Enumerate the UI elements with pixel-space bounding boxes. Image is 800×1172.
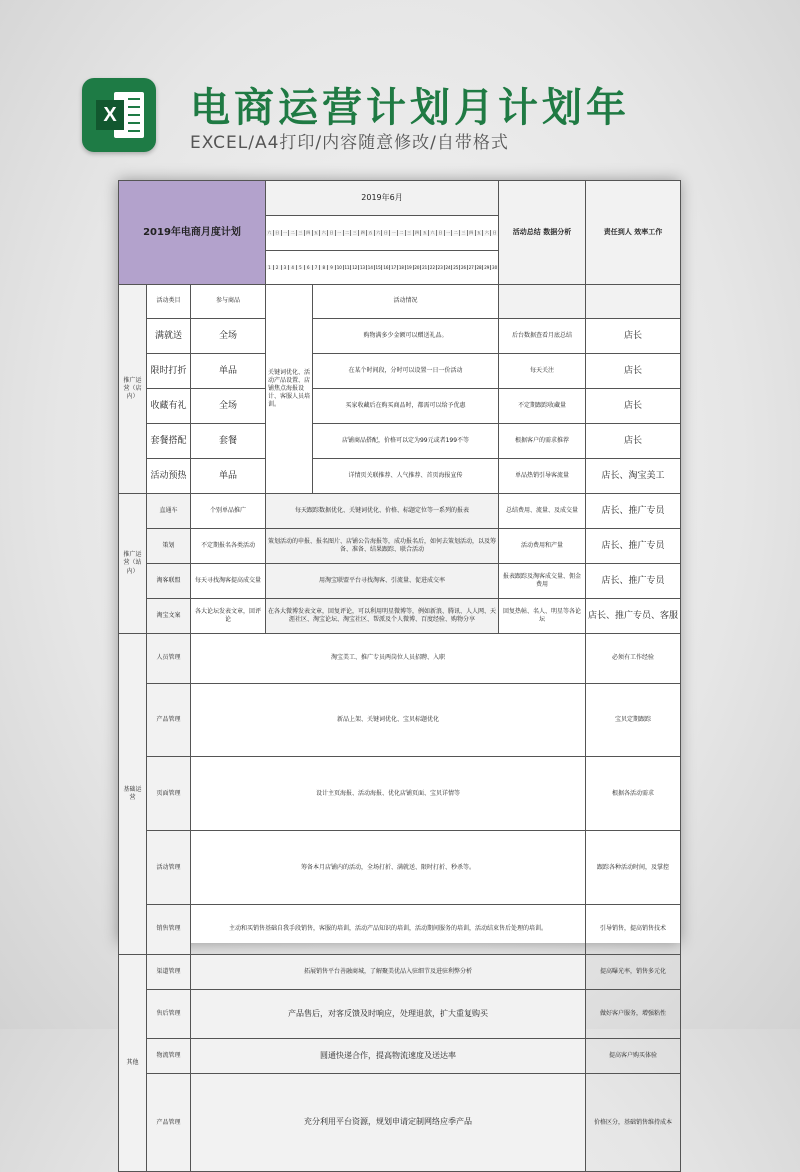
activity-summary: 活动费用和产量 [499, 529, 586, 564]
activity-summary: 必须有工作经验 [586, 634, 681, 684]
date-cell: 25 [453, 264, 459, 270]
activity-summary: 根据各活动需求 [586, 757, 681, 831]
date-cell: 29 [484, 264, 490, 270]
weekday-cell: 三 [406, 230, 414, 235]
activity-summary: 价格区分，基础销售维持成本 [586, 1074, 681, 1172]
weekday-cell: 六 [266, 230, 274, 235]
weekday-cell: 六 [429, 230, 437, 235]
date-cell: 16 [383, 264, 389, 270]
table-row [119, 285, 681, 319]
table-row [119, 634, 681, 684]
plan-table [118, 180, 681, 1172]
merged-note: 关键词优化、活动产品设置、店铺焦点海报设计、客服人员培训。 [266, 285, 313, 494]
date-cell: 2 [274, 265, 282, 270]
activity-desc: 筹备本月店铺内的活动，全场打折、满就送、限时打折、秒杀等。 [191, 831, 586, 905]
activity-desc: 圆通快递合作，提高物流速度及送达率 [191, 1039, 586, 1074]
activity-goods: 单品 [191, 354, 266, 389]
weekday-cell: 一 [282, 230, 290, 235]
table-row [119, 1039, 681, 1074]
activity-desc: 拓展销售平台善融商城，了解聚美优品入驻细节及进驻利弊分析 [191, 954, 586, 989]
owner-header: 责任到人 效率工作 [586, 181, 681, 285]
date-cell: 21 [422, 264, 428, 270]
activity-type: 限时打折 [147, 354, 191, 389]
weekday-cell: 一 [445, 230, 453, 235]
activity-type: 淘客联盟 [147, 564, 191, 599]
activity-type: 淘宝文案 [147, 599, 191, 634]
activity-owner: 店长、推广专员 [586, 494, 681, 529]
activity-owner: 店长、推广专员 [586, 529, 681, 564]
activity-type: 售后管理 [147, 989, 191, 1039]
weekday-cell: 五 [476, 230, 484, 235]
date-cell: 14 [367, 264, 373, 270]
table-row [119, 831, 681, 905]
activity-desc: 在各大微博发表文章，回复评论，可以利用明星微博等，例如新浪、腾讯、人人网、天涯社区、淘宝论坛、淘宝社区、帮派及个人微博、百度经验、购物分享 [266, 599, 499, 634]
activity-desc: 店铺商品搭配，价格可以定为99元或者199不等 [313, 424, 499, 459]
weekday-cell: 日 [328, 230, 336, 235]
weekday-cell: 四 [305, 230, 313, 235]
table-row [119, 459, 681, 494]
col-header-type: 活动类目 [147, 285, 191, 319]
activity-desc: 买家收藏后在购买商品时，都需可以给予优惠 [313, 389, 499, 424]
activity-summary: 报表跟踪及淘客成交量、佣金费用 [499, 564, 586, 599]
date-cell: 22 [429, 264, 435, 270]
owner-blank [586, 285, 681, 319]
spreadsheet-preview [118, 180, 680, 1127]
activity-desc: 产品售后，对客反馈及时响应，处理退款，扩大重复购买 [191, 989, 586, 1039]
date-cell: 4 [289, 265, 297, 270]
activity-goods: 套餐 [191, 424, 266, 459]
weekday-cell: 日 [492, 230, 497, 236]
date-cell: 24 [445, 264, 451, 270]
activity-owner: 店长 [586, 319, 681, 354]
activity-summary: 不定期跟踪收藏量 [499, 389, 586, 424]
activity-owner: 店长 [586, 389, 681, 424]
weekday-cell: 六 [375, 230, 383, 235]
date-cell: 13 [360, 264, 366, 270]
weekday-cell: 六 [320, 230, 328, 235]
date-cell: 5 [297, 265, 305, 270]
date-cell: 8 [320, 265, 328, 270]
summary-header: 活动总结 数据分析 [499, 181, 586, 285]
activity-goods: 各大论坛发表文章，回评论 [191, 599, 266, 634]
activity-summary: 宝贝定期跟踪 [586, 683, 681, 757]
table-row [119, 424, 681, 459]
activity-desc: 用淘宝联盟平台寻找淘客、引流量、促进成交率 [266, 564, 499, 599]
date-cell: 9 [328, 265, 336, 270]
activity-type: 产品管理 [147, 683, 191, 757]
activity-desc: 购物满多少金额可以赠送礼品。 [313, 319, 499, 354]
activity-type: 套餐搭配 [147, 424, 191, 459]
activity-type: 渠道管理 [147, 954, 191, 989]
table-row [119, 389, 681, 424]
activity-type: 人员管理 [147, 634, 191, 684]
activity-summary: 跟踪各种活动时间，及掌控 [586, 831, 681, 905]
weekday-cell: 一 [390, 230, 398, 235]
activity-owner: 店长、淘宝美工 [586, 459, 681, 494]
activity-summary: 提高客户购买体验 [586, 1039, 681, 1074]
table-row [119, 954, 681, 989]
weekday-cell: 二 [398, 230, 406, 235]
activity-desc: 详情页关联推荐、人气推荐、首页海报宣传 [313, 459, 499, 494]
weekday-cell: 三 [460, 230, 468, 235]
month-header: 2019年6月 [266, 181, 499, 216]
date-row [266, 251, 499, 285]
activity-summary: 引导销售，提高销售技术 [586, 905, 681, 955]
activity-type: 活动管理 [147, 831, 191, 905]
activity-summary: 每天关注 [499, 354, 586, 389]
activity-goods: 单品 [191, 459, 266, 494]
activity-summary: 做好客户服务，增强粘性 [586, 989, 681, 1039]
date-cell: 23 [437, 264, 443, 270]
weekday-cell: 二 [289, 230, 297, 235]
col-header-goods: 参与商品 [191, 285, 266, 319]
table-row [119, 564, 681, 599]
weekday-cell: 六 [483, 230, 491, 235]
weekday-cell: 日 [274, 230, 282, 235]
table-row [119, 319, 681, 354]
activity-type: 销售管理 [147, 905, 191, 955]
date-cell: 3 [282, 265, 290, 270]
activity-desc: 充分利用平台资源，规划申请定制网络应季产品 [191, 1074, 586, 1172]
table-row [119, 989, 681, 1039]
activity-type: 物流管理 [147, 1039, 191, 1074]
activity-summary: 单品热销引导客流量 [499, 459, 586, 494]
table-row [119, 1074, 681, 1172]
table-row [119, 599, 681, 634]
weekday-cell: 四 [468, 230, 476, 235]
date-cell: 30 [492, 264, 498, 270]
activity-owner: 店长 [586, 424, 681, 459]
date-cell: 6 [305, 265, 313, 270]
date-cell: 27 [468, 264, 474, 270]
date-cell: 20 [414, 264, 420, 270]
weekday-cell: 日 [437, 230, 445, 235]
activity-desc: 每天跟踪数据优化、关键词优化、价格、标题定位等一系列的报表 [266, 494, 499, 529]
page-subtitle: EXCEL/A4打印/内容随意修改/自带格式 [190, 133, 509, 153]
section-label: 推广运营（站内） [119, 494, 147, 634]
weekday-row [266, 216, 499, 251]
activity-goods: 个别单品推广 [191, 494, 266, 529]
activity-type: 策划 [147, 529, 191, 564]
date-cell: 28 [476, 264, 482, 270]
activity-goods: 全场 [191, 319, 266, 354]
activity-owner: 店长、推广专员 [586, 564, 681, 599]
weekday-cell: 四 [414, 230, 422, 235]
activity-summary: 总结费用、流量、及成交量 [499, 494, 586, 529]
activity-type: 页面管理 [147, 757, 191, 831]
date-cell: 7 [313, 265, 321, 270]
table-row [119, 757, 681, 831]
weekday-cell: 一 [336, 230, 344, 235]
activity-owner: 店长 [586, 354, 681, 389]
date-cell: 12 [352, 264, 358, 270]
activity-type: 活动预热 [147, 459, 191, 494]
weekday-cell: 日 [382, 230, 390, 235]
date-cell: 26 [460, 264, 467, 270]
section-label: 推广运营（店内） [119, 285, 147, 494]
activity-summary: 后台数据查看月底总结 [499, 319, 586, 354]
section-label: 其他 [119, 954, 147, 1172]
excel-x-letter: X [96, 100, 124, 130]
activity-goods: 全场 [191, 389, 266, 424]
date-cell: 18 [398, 264, 404, 270]
activity-type: 满就送 [147, 319, 191, 354]
activity-type: 直通车 [147, 494, 191, 529]
activity-desc: 新品上架、关键词优化、宝贝标题优化 [191, 683, 586, 757]
activity-goods: 每天寻找淘客提高成交量 [191, 564, 266, 599]
table-row [119, 905, 681, 955]
activity-desc: 主动和买销售基础自我手段销售，客服的培训，活动产品知识的培训，活动期间服务的培训，活动结束售后处理的培训。 [191, 905, 586, 955]
date-cell: 15 [375, 264, 381, 270]
activity-goods: 不定期报名各类活动 [191, 529, 266, 564]
section-label: 基础运营 [119, 634, 147, 955]
activity-summary: 提高曝光率，销售多元化 [586, 954, 681, 989]
date-cell: 11 [344, 264, 350, 270]
weekday-cell: 三 [351, 230, 359, 235]
excel-icon [82, 78, 156, 152]
activity-type: 收藏有礼 [147, 389, 191, 424]
table-row [119, 683, 681, 757]
table-row [119, 354, 681, 389]
date-cell: 1 [266, 265, 274, 270]
table-row [119, 529, 681, 564]
table-row [119, 494, 681, 529]
activity-desc: 策划活动的申报、报名图片、店铺公告海报等，成功报名后，如何去策划活动，以及筹备、准备、结果跟踪、联合活动 [266, 529, 499, 564]
weekday-cell: 五 [313, 230, 321, 235]
activity-type: 产品管理 [147, 1074, 191, 1172]
activity-desc: 淘宝美工、推广专员两岗位人员招聘、入职 [191, 634, 586, 684]
activity-owner: 店长、推广专员、客服 [586, 599, 681, 634]
date-cell: 10 [336, 264, 342, 270]
page-title: 电商运营计划月计划年 [190, 85, 630, 131]
col-header-desc: 活动情况 [313, 285, 499, 319]
date-cell: 17 [391, 264, 397, 270]
weekday-cell: 五 [367, 230, 375, 235]
date-cell: 19 [406, 264, 412, 270]
summary-blank [499, 285, 586, 319]
weekday-cell: 二 [344, 230, 352, 235]
weekday-cell: 三 [297, 230, 305, 235]
weekday-cell: 四 [359, 230, 367, 235]
activity-desc: 设计主页海报、活动海报、优化店铺页面、宝贝详情等 [191, 757, 586, 831]
activity-desc: 在某个时间段，分时可以设置一日一价活动 [313, 354, 499, 389]
sheet-title: 2019年电商月度计划 [119, 181, 266, 285]
weekday-cell: 二 [452, 230, 460, 235]
weekday-cell: 五 [421, 230, 429, 235]
activity-summary: 回复热帖、名人、明星等各论坛 [499, 599, 586, 634]
activity-summary: 根据客户的需求推荐 [499, 424, 586, 459]
